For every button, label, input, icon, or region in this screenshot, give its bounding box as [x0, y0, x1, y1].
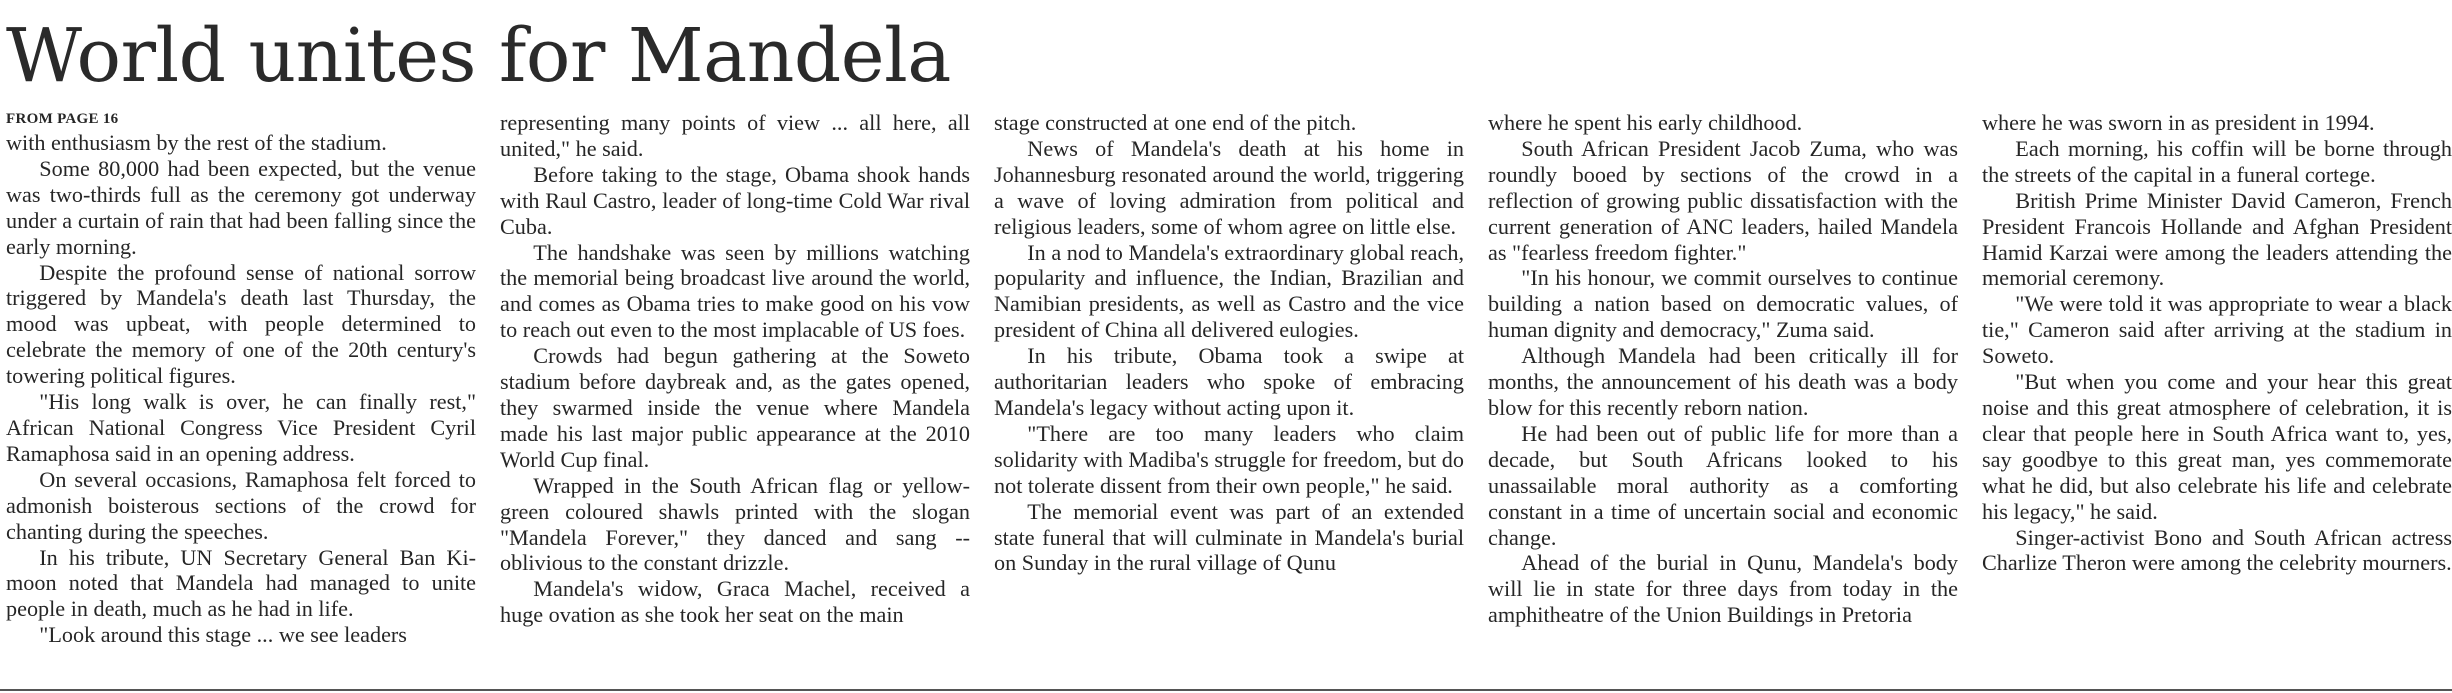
paragraph: Wrapped in the South African flag or yellow-green coloured shawls printed with the slogan "Mandela Forever," they danced and sang -- oblivious to the constant drizzle.: [500, 472, 970, 576]
paragraph: "His long walk is over, he can finally rest," African National Congress Vice President Cyril Ramaphosa said in an opening address.: [6, 389, 476, 466]
article-column-3: [994, 110, 1464, 680]
paragraph: He had been out of public life for more than a decade, but South Africans looked to his unassailable moral authority as a comforting constant in a time of uncertain social and economic change.: [1488, 420, 1958, 550]
paragraph: stage constructed at one end of the pitch.: [994, 110, 1357, 135]
paragraph: Each morning, his coffin will be borne through the streets of the capital in a funeral cortege.: [1982, 135, 2452, 187]
article-column-4: [1488, 110, 1958, 680]
paragraph: Singer-activist Bono and South African actress Charlize Theron were among the celebrity mourners.: [1982, 524, 2452, 576]
paragraph: South African President Jacob Zuma, who was roundly booed by sections of the crowd in a reflection of growing public dissatisfaction with the current generation of ANC leaders, hailed Mandela as "fearless freedom fighter.": [1488, 135, 1958, 265]
paragraph: Ahead of the burial in Qunu, Mandela's body will lie in state for three days from today in the amphitheatre of the Union Buildings in Pretoria: [1488, 550, 1958, 628]
paragraph: with enthusiasm by the rest of the stadium.: [6, 130, 387, 155]
paragraph: Crowds had begun gathering at the Soweto stadium before daybreak and, as the gates opened, they swarmed inside the venue where Mandela made his last major public appearance at the 2010 World Cup final.: [500, 343, 970, 472]
paragraph: Mandela's widow, Graca Machel, received a huge ovation as she took her seat on the main: [500, 576, 970, 628]
paragraph: The memorial event was part of an extended state funeral that will culminate in Mandela's burial on Sunday in the rural village of Qunu: [994, 498, 1464, 576]
article-column-5: [1982, 110, 2452, 680]
paragraph: In his tribute, UN Secretary General Ban Ki-moon noted that Mandela had managed to unite people in death, much as he had in life.: [6, 544, 476, 622]
paragraph: "Look around this stage ... we see leaders: [39, 622, 407, 648]
paragraph: The handshake was seen by millions watching the memorial being broadcast live around the world, and comes as Obama tries to make good on his vow to reach out even to the most implacable of US foes.: [500, 239, 970, 343]
article-body: [6, 110, 2452, 680]
paragraph: "But when you come and your hear this great noise and this great atmosphere of celebration, it is clear that people here in South Africa want to, yes, say goodbye to this great man, yes commemorate what he did, but also celebrate his life and celebrate his legacy," he said.: [1982, 369, 2452, 524]
paragraph: "In his honour, we commit ourselves to continue building a nation based on democratic values, of human dignity and democracy," Zuma said.: [1488, 265, 1958, 343]
paragraph: British Prime Minister David Cameron, French President Francois Hollande and Afghan President Hamid Karzai were among the leaders attending the memorial ceremony.: [1982, 187, 2452, 291]
paragraph: Some 80,000 had been expected, but the venue was two-thirds full as the ceremony got underway under a curtain of rain that had been falling since the early morning.: [6, 155, 476, 259]
paragraph: Before taking to the stage, Obama shook hands with Raul Castro, leader of long-time Cold War rival Cuba.: [500, 161, 970, 239]
jump-label: FROM PAGE 16: [6, 111, 119, 127]
paragraph: Despite the profound sense of national sorrow triggered by Mandela's death last Thursday, the mood was upbeat, with people determined to celebrate the memory of one of the 20th century's towering political figures.: [6, 259, 476, 389]
headline: World unites for Mandela: [6, 13, 951, 99]
paragraph: In a nod to Mandela's extraordinary global reach, popularity and influence, the Indian, Brazilian and Namibian presidents, as well as Castro and the vice president of China all delivered eulogies.: [994, 239, 1464, 343]
paragraph: "There are too many leaders who claim solidarity with Madiba's struggle for freedom, but do not tolerate dissent from their own people," he said.: [994, 420, 1464, 498]
paragraph: "We were told it was appropriate to wear a black tie," Cameron said after arriving at the stadium in Soweto.: [1982, 291, 2452, 369]
article-column-2: [500, 110, 970, 680]
paragraph: In his tribute, Obama took a swipe at authoritarian leaders who spoke of embracing Mandela's legacy without acting upon it.: [994, 343, 1464, 420]
article-column-1: [6, 110, 476, 680]
paragraph: where he was sworn in as president in 1994.: [1982, 110, 2375, 135]
paragraph: News of Mandela's death at his home in Johannesburg resonated around the world, triggering a wave of loving admiration from political and religious leaders, some of whom agree on little else.: [994, 135, 1464, 239]
paragraph: Although Mandela had been critically ill for months, the announcement of his death was a body blow for this recently reborn nation.: [1488, 343, 1958, 420]
paragraph: On several occasions, Ramaphosa felt forced to admonish boisterous sections of the crowd for chanting during the speeches.: [6, 466, 476, 544]
paragraph: representing many points of view ... all here, all united," he said.: [500, 110, 970, 161]
paragraph: where he spent his early childhood.: [1488, 110, 1803, 135]
bottom-rule: [0, 689, 2452, 691]
